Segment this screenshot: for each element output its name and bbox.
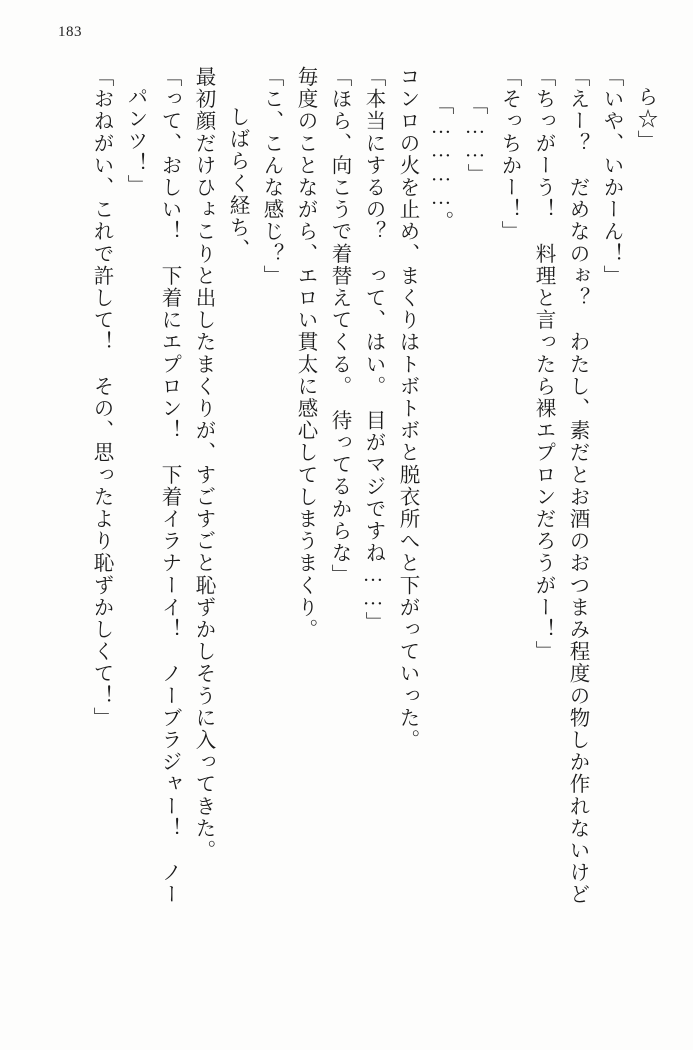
text-column: 「こ、こんな感じ？」 bbox=[260, 66, 282, 287]
text-column: ら☆」 bbox=[634, 86, 656, 153]
vertical-text-body bbox=[28, 66, 655, 1020]
text-column: 「って、おしい！ 下着にエプロン！ 下着イラナーイ！ ノーブラジャー！ ノー bbox=[158, 66, 180, 906]
text-column: 「本当にするの？ って、はい。 目がマジですね……」 bbox=[362, 66, 384, 634]
text-column: 最初顔だけひょこりと出したまくりが、すごすごと恥ずかしそうに入ってきた。 bbox=[192, 66, 214, 862]
text-column: 「そっちかー！」 bbox=[498, 66, 520, 243]
text-column: 「いや、いかーん！」 bbox=[600, 66, 622, 287]
text-column: しばらく経ち、 bbox=[226, 106, 248, 261]
text-column: 「……」 bbox=[464, 94, 486, 186]
text-column: 「おねがい、これで許して！ その、思ったより恥ずかしくて！」 bbox=[90, 66, 112, 729]
text-column: 「えー？ だめなのぉ？ わたし、素だとお酒のおつまみ程度の物しか作れないけど bbox=[566, 66, 588, 906]
text-column: 「ほら、向こうで着替えてくる。 待ってるからな」 bbox=[328, 66, 350, 587]
text-column: 毎度のことながら、エロい貫太に感心してしまうまくり。 bbox=[294, 66, 316, 641]
text-column: 「…………。 bbox=[430, 94, 452, 233]
text-column: コンロの火を止め、まくりはトボトボと脱衣所へと下がっていった。 bbox=[396, 66, 418, 752]
text-column: パンツ！」 bbox=[124, 86, 146, 197]
page-number: 183 bbox=[58, 24, 82, 40]
text-column: 「ちっがーう！ 料理と言ったら裸エプロンだろうがー！」 bbox=[532, 66, 554, 663]
